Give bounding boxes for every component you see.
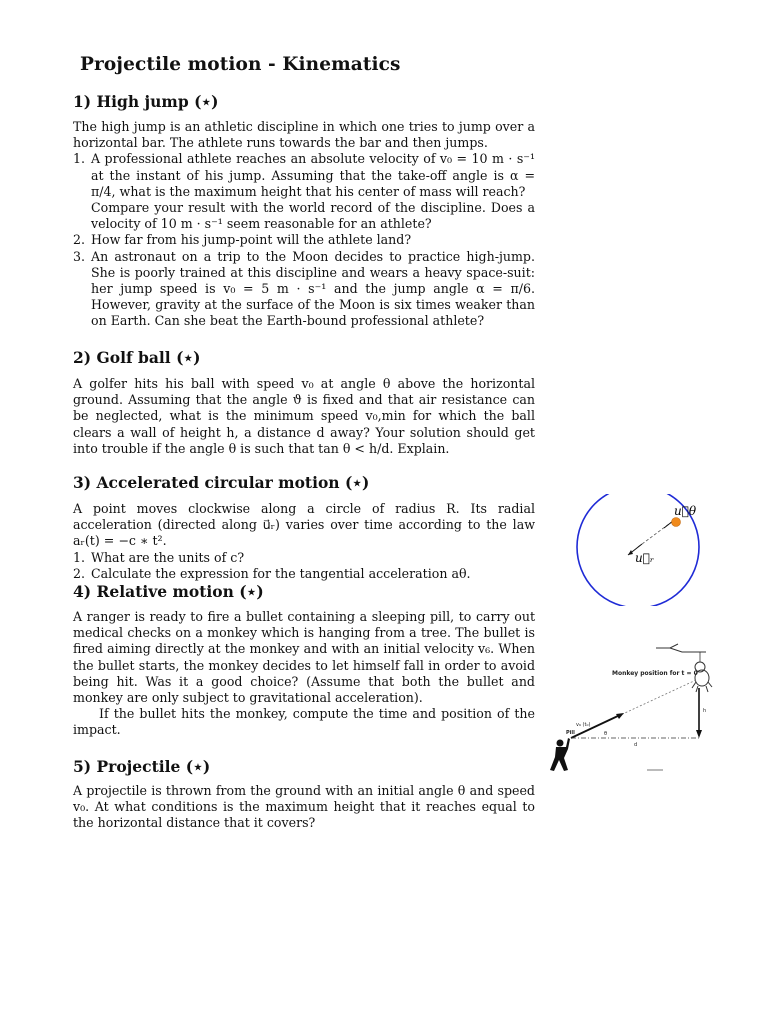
list-number: 3. bbox=[73, 248, 86, 264]
section-5-intro: A projectile is thrown from the ground with an initial angle θ and speed v₀. At what conditions is the maximum height that it reaches equal to the horizontal distance that it covers? bbox=[73, 783, 535, 831]
section-1-body bbox=[73, 119, 535, 330]
section-2-intro: A golfer hits his ball with speed v₀ at angle θ above the horizontal ground. Assuming that the angle ϑ is fixed and that air resistance can be neglected, what is the minimum speed v₀,min for which the ball clears a wall of height h, a distance d away? Your solution should get into trouble if the angle θ is such that tan θ < h/d. Explain. bbox=[73, 376, 535, 456]
list-text: What are the units of c? bbox=[91, 549, 245, 565]
list-item bbox=[73, 151, 535, 232]
monkey-figure bbox=[546, 640, 736, 780]
section-2-body bbox=[73, 376, 535, 457]
list-number: 2. bbox=[73, 232, 86, 248]
height-arrow-head bbox=[696, 730, 702, 738]
velocity-arrow-head bbox=[616, 713, 624, 719]
label-h: h bbox=[703, 708, 707, 714]
section-3-heading: 3) Accelerated circular motion (⋆) bbox=[73, 473, 370, 492]
list-text: An astronaut on a trip to the Moon decides to practice high-jump. She is poorly trained at this discipline and wears a heavy space-suit: her jump speed is v₀ = 5 m · s⁻¹ and the jump angle α = π/6. However, gravity at the surface of the Moon is six times weaker than on Earth. Can she beat the Earth-bound professional athlete? bbox=[91, 248, 535, 329]
list-text: A professional athlete reaches an absolute velocity of v₀ = 10 m · s⁻¹ at the instant of his jump. Assuming that the take-off angle is α = π/4, what is the maximum height that his center of mass will reach? bbox=[91, 151, 535, 199]
arrow-u-r-head bbox=[628, 550, 633, 555]
section-1-heading: 1) High jump (⋆) bbox=[73, 92, 219, 111]
list-item bbox=[73, 550, 535, 566]
section-4-extra: If the bullet hits the monkey, compute the time and position of the impact. bbox=[73, 706, 535, 738]
monkey-icon bbox=[692, 662, 712, 692]
list-extra: Compare your result with the world record of the discipline. Does a velocity of 10 m · s⁻¹ seem reasonable for an athlete? bbox=[91, 200, 535, 232]
section-3-body bbox=[73, 501, 535, 582]
section-4-heading: 4) Relative motion (⋆) bbox=[73, 582, 264, 601]
label-vb: v₆ (t₀) bbox=[576, 722, 591, 728]
section-3-intro: A point moves clockwise along a circle of radius R. Its radial acceleration (directed along u⃗ᵣ) varies over time according to the law aᵣ(t) = −c ∗ t². bbox=[73, 501, 535, 549]
branch-icon bbox=[656, 644, 706, 652]
section-1-intro: The high jump is an athletic discipline in which one tries to jump over a horizontal bar. The athlete runs towards the bar and then jumps. bbox=[73, 119, 535, 151]
list-number: 1. bbox=[73, 549, 86, 565]
section-4-intro: A ranger is ready to fire a bullet containing a sleeping pill, to carry out medical checks on a monkey which is hanging from a tree. The bullet is fired aiming directly at the monkey and with an initial velocity v₆. When the bullet starts, the monkey decides to let himself fall in order to avoid being hit. Was it a good choice? (Assume that both the bullet and monkey are only subject to gravitational acceleration). bbox=[73, 609, 535, 706]
list-item bbox=[73, 232, 535, 248]
section-2-heading: 2) Golf ball (⋆) bbox=[73, 348, 201, 367]
page-title: Projectile motion - Kinematics bbox=[80, 54, 401, 75]
label-pill: Pill bbox=[566, 730, 575, 736]
list-text: Calculate the expression for the tangential acceleration aθ. bbox=[91, 565, 471, 581]
label-u-theta: u⃗θ bbox=[674, 504, 697, 518]
section-5-body bbox=[73, 783, 535, 832]
ranger-icon bbox=[550, 738, 570, 771]
label-theta: θ bbox=[604, 731, 608, 737]
label-d: d bbox=[634, 742, 638, 748]
list-item bbox=[73, 566, 535, 582]
list-number: 2. bbox=[73, 565, 86, 581]
monkey-caption: Monkey position for t = 0 bbox=[612, 670, 698, 677]
list-item bbox=[73, 249, 535, 330]
section-5-heading: 5) Projectile (⋆) bbox=[73, 757, 211, 776]
section-4-body bbox=[73, 609, 535, 739]
moving-point bbox=[672, 518, 681, 527]
label-u-r: u⃗ᵣ bbox=[635, 551, 655, 565]
list-text: How far from his jump-point will the athlete land? bbox=[91, 232, 412, 248]
circle-figure bbox=[570, 494, 710, 606]
list-number: 1. bbox=[73, 151, 86, 167]
